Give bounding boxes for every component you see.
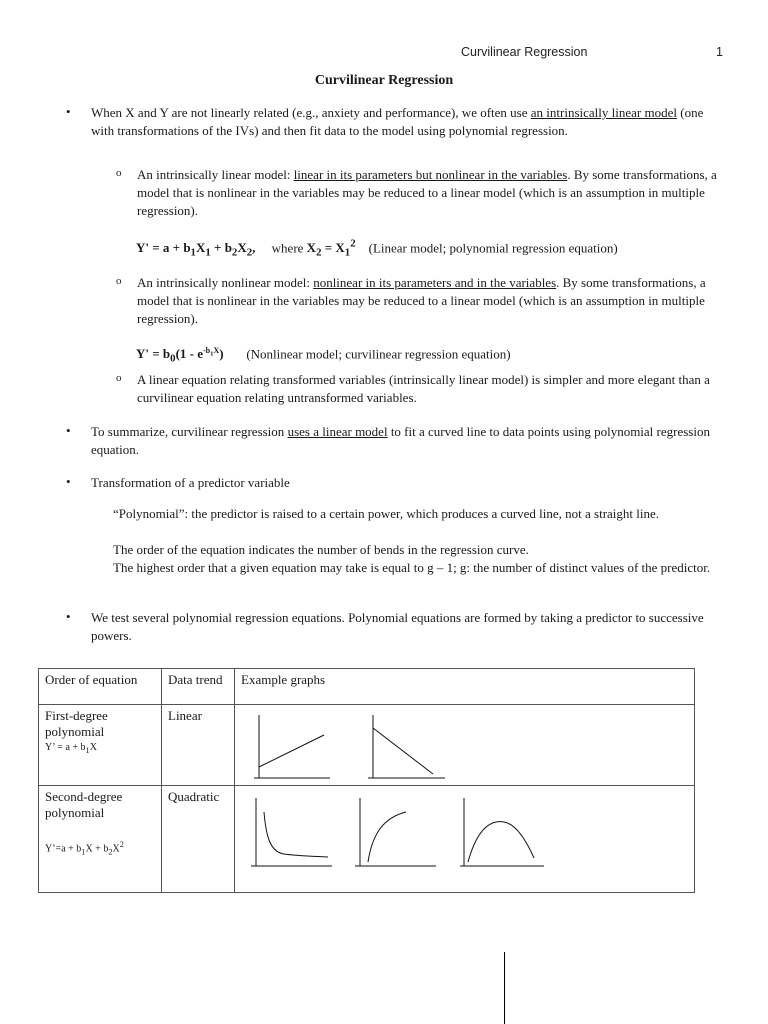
- trend-cell: Linear: [162, 705, 235, 786]
- order-label: Second-degree polynomial: [45, 789, 123, 820]
- order-cell: [39, 705, 162, 786]
- bullet-marker: •: [66, 423, 71, 438]
- bullet-1-text: When X and Y are not linearly related (e.g., anxiety and performance), we often use an intrinsically linear model (one with transformations of the IVs) and then fit data to the model using polynomial regression.: [91, 105, 704, 138]
- header-trend: Data trend: [162, 669, 235, 705]
- bullet-marker: •: [66, 474, 71, 489]
- document-title: Curvilinear Regression: [314, 73, 454, 88]
- sub-bullet-marker: o: [116, 372, 122, 384]
- graph-decreasing-line: [365, 712, 455, 782]
- bullet-marker: •: [66, 609, 71, 624]
- page-divider-line: [504, 952, 505, 1024]
- order-cell: [39, 786, 162, 893]
- sub-3-text: A linear equation relating transformed variables (intrinsically linear model) is simpler and more elegant than a curvilinear equation relating untransformed variables.: [137, 372, 710, 405]
- page-number: 1: [716, 45, 723, 59]
- order-label: First-degree polynomial: [45, 708, 108, 739]
- equation-first-degree: Y’ = $a + b_1X$: [45, 742, 97, 755]
- trend-cell: Quadratic: [162, 786, 235, 893]
- graph-decay-curve: [248, 796, 338, 870]
- bullet-2-text: To summarize, curvilinear regression uses a linear model to fit a curved line to data points using polynomial regression equation.: [91, 424, 710, 457]
- sub-bullet-marker: o: [116, 167, 122, 179]
- highest-order-description: The highest order that a given equation may take is equal to g – 1; g: the number of distinct values of the predictor.: [113, 560, 711, 575]
- order-description: The order of the equation indicates the number of bends in the regression curve.: [113, 542, 529, 557]
- header-graphs: Example graphs: [235, 669, 695, 705]
- sub-1-text: An intrinsically linear model: linear in its parameters but nonlinear in the variables. By some transformations, a model that is nonlinear in the variables may be reduced to a linear model (which is an assumption in multiple regression).: [137, 167, 717, 218]
- sub-2-text: An intrinsically nonlinear model: nonlinear in its parameters and in the variables. By some transformations, a model that is nonlinear in the variables may be reduced to a linear model (which is an assumption in multiple regression).: [137, 275, 706, 326]
- sub-bullet-marker: o: [116, 275, 122, 287]
- running-header: Curvilinear Regression: [461, 45, 588, 59]
- graph-inverted-u-curve: [458, 796, 548, 870]
- graph-increasing-line: [250, 712, 340, 782]
- nonlinear-model-equation: $Y' = b_0(1 - e^{-b_1X})$ (Nonlinear model; curvilinear regression equation): [136, 346, 511, 365]
- header-order: Order of equation: [39, 669, 162, 705]
- bullet-3-text: Transformation of a predictor variable: [91, 475, 290, 490]
- bullet-marker: •: [66, 104, 71, 119]
- equation-second-degree: Y’=a + $b_1X + b_2X^2$: [45, 840, 124, 857]
- polynomial-definition: “Polynomial”: the predictor is raised to a certain power, which produces a curved line, not a straight line.: [113, 506, 660, 521]
- graph-growth-curve: [352, 796, 442, 870]
- bullet-4-text: We test several polynomial regression equations. Polynomial equations are formed by taking a predictor to successive powers.: [91, 610, 704, 643]
- linear-model-equation: $Y' = a + b_1X_1 + b_2X_2$, where $X_2 = X_1^2$ (Linear model; polynomial regression equation): [136, 238, 618, 259]
